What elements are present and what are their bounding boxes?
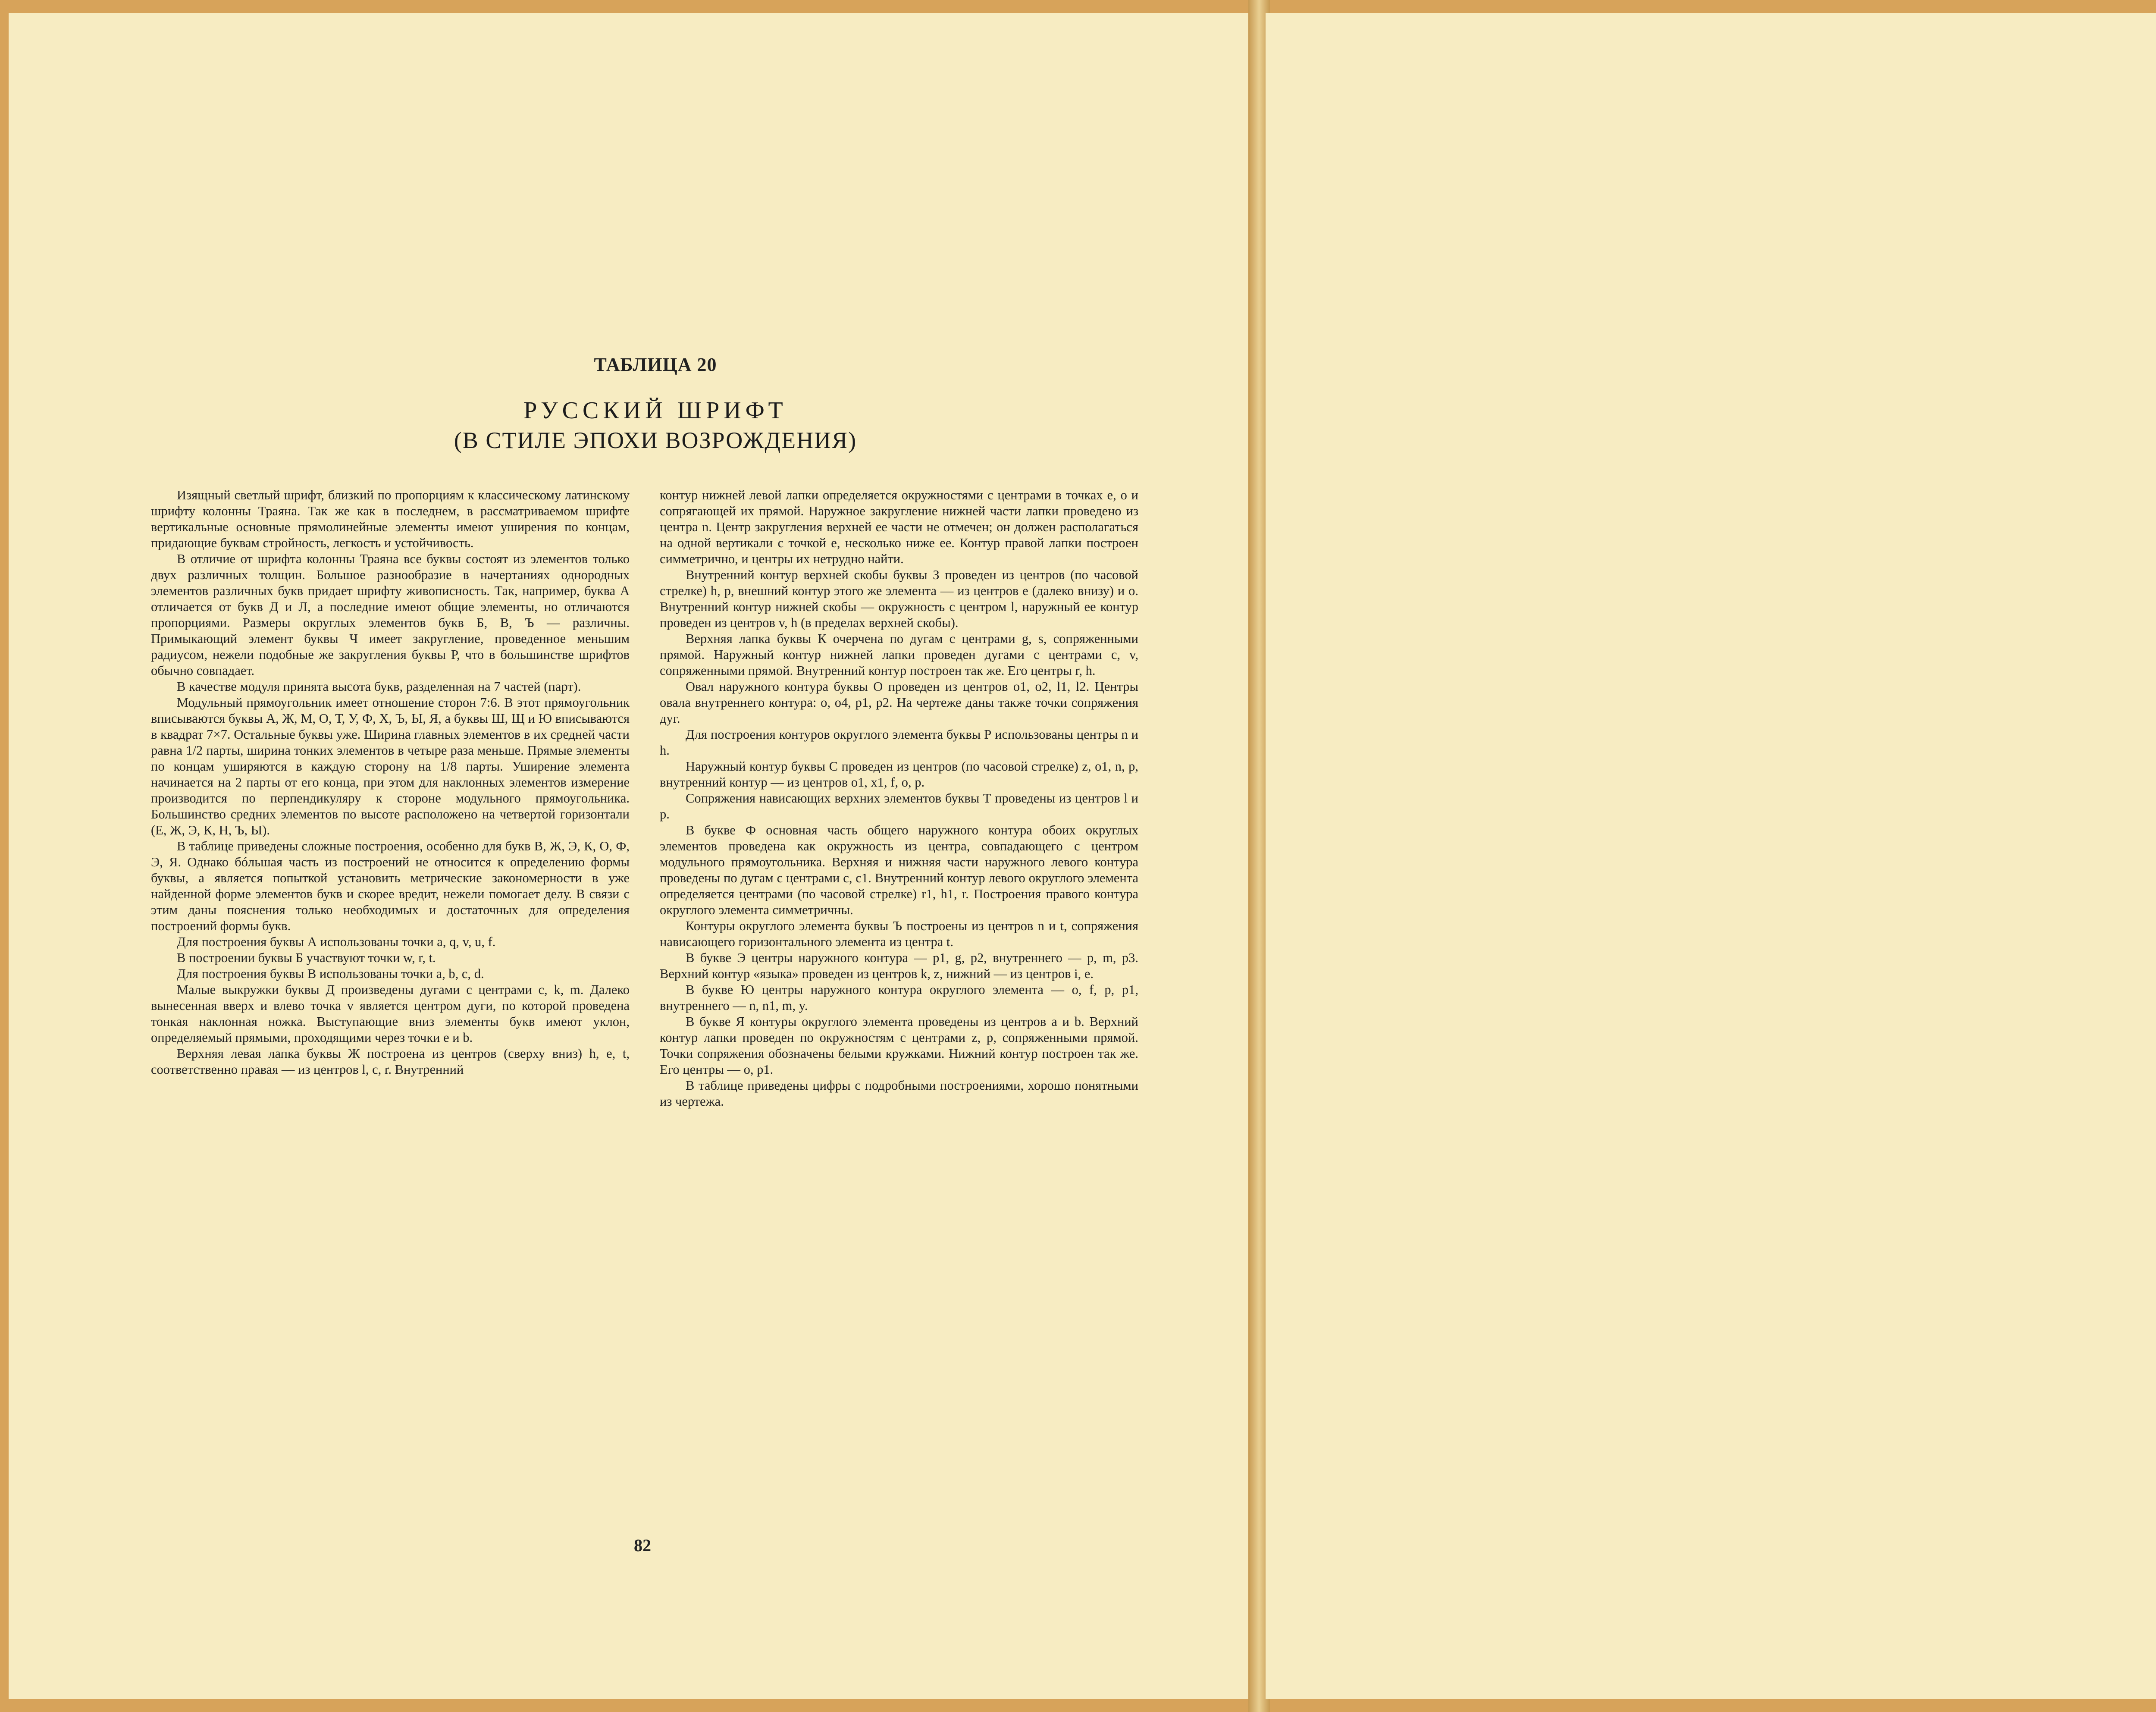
- paragraph: В букве Я контуры округлого элемента проведены из центров a и b. Верхний контур лапки проведен по окружностям с центрами z, p, сопряженными прямой. Точки сопряжения обозначены белыми кружками. Нижний контур построен так же. Его центры — o, p1.: [660, 1014, 1138, 1077]
- paragraph: контур нижней левой лапки определяется окружностями с центрами в точках e, o и сопрягающей их прямой. Наружное закругление нижней части лапки проведено из центра n. Центр закругления верхней ее части не отмечен; он должен располагаться на одной вертикали с точкой e, несколько ниже ее. Контур правой лапки построен симметрично, и центры их нетрудно найти.: [660, 488, 1138, 566]
- paragraph: В букве Ф основная часть общего наружного контура обоих округлых элементов проведена как окружность из центра, совпадающего с центром модульного прямоугольника. Верхняя и нижняя части наружного левого контура проведены по дугам с центрами c, c1. Внутренний контур левого округлого элемента определяется центрами (по часовой стрелке) r1, h1, r. Построения правого контура округлого элемента симметричны.: [660, 823, 1138, 917]
- paragraph: В букве Ю центры наружного контура округлого элемента — o, f, p, p1, внутреннего — n, n1, m, y.: [660, 982, 1138, 1013]
- paragraph: Изящный светлый шрифт, близкий по пропорциям к классическому латинскому шрифту колонны Траяна. Так же как в последнем, в рассматриваемом шрифте вертикальные основные прямолинейные элементы имеют уширения по концам, придающие буквам стройность, легкость и устойчивость.: [151, 488, 630, 550]
- table-label: ТАБЛИЦА 20: [594, 354, 717, 375]
- paragraph: Наружный контур буквы С проведен из центров (по часовой стрелке) z, o1, n, p, внутренний контур — из центров o1, x1, f, o, p.: [660, 759, 1138, 790]
- paragraph: Контуры округлого элемента буквы Ъ построены из центров n и t, сопряжения нависающего горизонтального элемента из центра t.: [660, 919, 1138, 949]
- paragraph: Верхняя левая лапка буквы Ж построена из центров (сверху вниз) h, e, t, соответственно правая — из центров l, c, r. Внутренний: [151, 1046, 630, 1077]
- page-title: РУССКИЙ ШРИФТ: [523, 397, 787, 424]
- page-number: 82: [634, 1536, 651, 1555]
- paragraph: Модульный прямоугольник имеет отношение сторон 7:6. В этот прямоугольник вписываются буквы А, Ж, М, О, Т, У, Ф, Х, Ъ, Ы, Я, а буквы Ш, Щ и Ю вписываются в квадрат 7×7. Остальные буквы уже. Ширина главных элементов в их средней части равна 1/2 парты, ширина тонких элементов в четыре раза меньше. Прямые элементы по концам уширяются в каждую сторону на 1/8 парты. Уширение элемента начинается на 2 парты от его конца, при этом для наклонных элементов измерение производится по перпендикуляру к стороне модульного прямоугольника. Большинство средних элементов по высоте расположено на четвертой горизонтали (Е, Ж, Э, К, Н, Ъ, Ы).: [151, 695, 630, 837]
- text-column-right: [660, 487, 1138, 1110]
- paragraph: В букве Э центры наружного контура — p1, g, p2, внутреннего — p, m, p3. Верхний контур «языка» проведен из центров k, z, нижний — из центров i, e.: [660, 950, 1138, 981]
- paragraph: Овал наружного контура буквы О проведен из центров o1, o2, l1, l2. Центры овала внутреннего контура: o, o4, p1, p2. На чертеже даны также точки сопряжения дуг.: [660, 679, 1138, 726]
- paragraph: Малые выкружки буквы Д произведены дугами с центрами c, k, m. Далеко вынесенная вверх и влево точка v является центром дуги, по которой проведена тонкая наклонная ножка. Выступающие вниз элементы букв имеют уклон, определяемый прямыми, проходящими через точки e и b.: [151, 982, 630, 1045]
- paragraph: В отличие от шрифта колонны Траяна все буквы состоят из элементов только двух различных толщин. Большое разнообразие в начертаниях однородных элементов различных букв придает шрифту живописность. Так, например, буква А отличается от букв Д и Л, а последние имеют общие элементы, но отличаются пропорциями. Размеры округлых элементов букв Б, В, Ъ — различны. Примыкающий элемент буквы Ч имеет закругление, проведенное меньшим радиусом, нежели подобные же закругления буквы Р, что в большинстве шрифтов обычно совпадает.: [151, 552, 630, 678]
- right-page: [1266, 13, 2156, 1699]
- left-page: [9, 13, 1250, 1699]
- paragraph: Для построения буквы В использованы точки a, b, c, d.: [177, 966, 484, 981]
- paragraph: Сопряжения нависающих верхних элементов буквы Т проведены из центров l и p.: [660, 791, 1138, 822]
- paragraph: В качестве модуля принята высота букв, разделенная на 7 частей (парт).: [177, 679, 581, 694]
- paragraph: В таблице приведены сложные построения, особенно для букв В, Ж, Э, К, О, Ф, Э, Я. Однако бóльшая часть из построений не относится к определению формы буквы, а является попыткой установить метрические закономерности в уже найденной форме элементов букв и скорее вредит, нежели помогает делу. В связи с этим даны пояснения только необходимых и достаточных для определения построений формы букв.: [151, 839, 630, 933]
- page-subtitle: (В СТИЛЕ ЭПОХИ ВОЗРОЖДЕНИЯ): [454, 427, 857, 453]
- paragraph: Для построения контуров округлого элемента буквы Р использованы центры n и h.: [660, 727, 1138, 758]
- paragraph: Верхняя лапка буквы К очерчена по дугам с центрами g, s, сопряженными прямой. Наружный контур нижней лапки проведен дугами с центрами c, v, сопряженными прямой. Внутренний контур построен так же. Его центры r, h.: [660, 631, 1138, 678]
- paragraph: Для построения буквы А использованы точки a, q, v, u, f.: [177, 934, 496, 949]
- text-column-left: [151, 487, 630, 1078]
- paragraph: В таблице приведены цифры с подробными построениями, хорошо понятными из чертежа.: [660, 1078, 1138, 1109]
- paragraph: Внутренний контур верхней скобы буквы З проведен из центров (по часовой стрелке) h, p, внешний контур этого же элемента — из центров e (далеко внизу) и o. Внутренний контур нижней скобы — окружность с центром l, наружный ее контур проведен из центров v, h (в пределах верхней скобы).: [660, 568, 1138, 630]
- paragraph: В построении буквы Б участвуют точки w, r, t.: [177, 950, 436, 965]
